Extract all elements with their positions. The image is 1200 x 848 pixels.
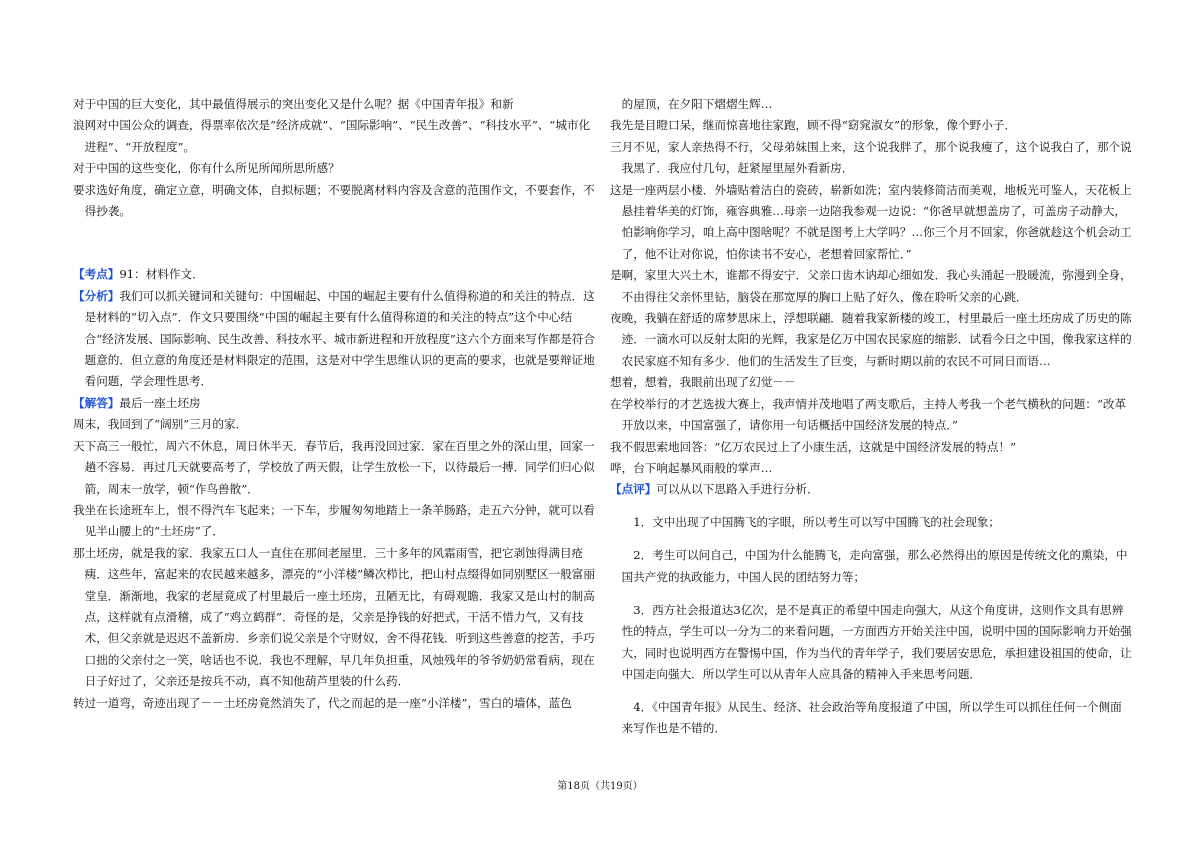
essay-paragraph: 这是一座两层小楼．外墙贴着洁白的瓷砖，崭新如洗；室内装修简洁而美观，地板光可鉴人，天花板上悬挂着华美的灯饰，雍容典雅…母亲一边陪我参观一边说：“你爸早就想盖房了，可盖房子动静大，怕影响你学习，咱上高中图啥呢？不就是图考上大学吗？…你三个月不回家，你爸就趁这个机会动工了，他不让对你说，怕你读书不安心，老想着回家帮忙．”: [610, 182, 1132, 261]
comment-point: 3．西方社会报道达3亿次，是不是真正的希望中国走向强大，从这个角度讲，这则作文具有思辨性的特点，学生可以一分为二的来看问题，一方面西方开始关注中国，说明中国的国际影响力开始强大，同时也说明西方在警惕中国，作为当代的青年学子，我们要居安思危，承担建设祖国的使命，让中国走向强大．所以学生可以从青年人应具备的精神入手来思考问题．: [621, 602, 1132, 681]
essay-paragraph: 的屋顶，在夕阳下熠熠生辉…: [621, 97, 773, 111]
comment-point: 2．考生可以问自己，中国为什么能腾飞，走向富强，那么必然得出的原因是传统文化的熏染，中国共产党的执政能力，中国人民的团结努力等；: [621, 548, 1128, 584]
essay-paragraph: 周末，我回到了“阔别”三月的家．: [73, 417, 248, 432]
essay-paragraph: 我先是目瞪口呆，继而惊喜地往家跑，顾不得“窈窕淑女”的形象，像个野小子．: [610, 118, 1017, 133]
intro-line-1: 对于中国的巨大变化，其中最值得展示的突出变化又是什么呢？据《中国青年报》和新: [73, 97, 514, 111]
intro-line-3: 对于中国的这些变化，你有什么所见所闻所思所感？: [73, 161, 340, 176]
essay-paragraph: 哗，台下响起暴风雨般的掌声…: [610, 460, 773, 475]
essay-paragraph: 天下高三一般忙，周六不休息，周日休半天．春节后，我再没回过家．家在百里之外的深山里，回家一趟不容易．再过几天就要高考了，学校放了两天假，让学生放松一下，以待最后一搏．同学们归心似箭，周末一放学，顿“作鸟兽散”．: [73, 438, 595, 496]
essay-paragraph: 在学校举行的才艺选拔大赛上，我声情并茂地唱了两支歌后，主持人考我一个老气横秋的问题：“改革开放以来，中国富强了，请你用一句话概括中国经济发展的特点．”: [610, 396, 1127, 433]
section-gap: [73, 222, 595, 264]
essay-paragraph: 三月不见，家人亲热得不行，父母弟妹围上来，这个说我胖了，那个说我瘦了，这个说我白了，那个说我黑了．我应付几句，赶紧屋里屋外看新房．: [610, 139, 1132, 176]
intro-line-2: 浪网对中国公众的调查，得票率依次是“经济成就”、“国际影响”、“民生改善”、“科技水平”、“城市化进程”、“开放程度”。: [73, 118, 591, 154]
essay-paragraph: 夜晚，我躺在舒适的席梦思床上，浮想联翩．随着我家新楼的竣工，村里最后一座土坯房成了历史的陈迹．一滴水可以反射太阳的光辉，我家是亿万中国农民家庭的缩影．试看今日之中国，像我家这样的农民家庭不知有多少．他们的生活发生了巨变，与新时期以前的农民不可同日而语…: [610, 311, 1132, 368]
left-column: [73, 94, 595, 714]
jieda-tag: 【解答】: [73, 395, 120, 410]
comment-point: 4．《中国青年报》从民生、经济、社会政治等角度报道了中国，所以学生可以抓住任何一个侧面来写作也是不错的．: [621, 699, 1122, 736]
dianping-text: 可以从以下思路入手进行分析．: [656, 482, 819, 497]
essay-paragraph: 那土坯房，就是我的家．我家五口人一直住在那间老屋里．三十多年的风霜雨雪，把它剥蚀得满目疮痍．这些年，富起来的农民越来越多，漂亮的“小洋楼”鳞次栉比，把山村点缀得如同别墅区一般富丽堂皇．渐渐地，我家的老屋竟成了村里最后一座土坯房，丑陋无比，有碍观瞻．我家又是山村的制高点，这样就有点滑稽，成了“鸡立鹤群”．奇怪的是，父亲是挣钱的好把式，干活不惜力气，又有技术，但父亲就是迟迟不盖新房．乡亲们说父亲是个守财奴，舍不得花钱．听到这些善意的挖苦，手巧口拙的父亲付之一笑，啥话也不说．我也不理解，早几年负担重，风烛残年的爷爷奶奶常看病，现在日子好过了，父亲还是按兵不动，真不知他葫芦里装的什么药．: [73, 545, 595, 689]
right-column: [610, 94, 1132, 751]
essay-paragraph: 我坐在长途班车上，恨不得汽车飞起来；一下车，步履匆匆地踏上一条羊肠路，走五六分钟，就可以看见半山腰上的“土坯房”了．: [73, 502, 595, 539]
kaodian-section: [73, 264, 595, 285]
fenxi-text: 我们可以抓关键词和关键句：中国崛起、中国的崛起主要有什么值得称道的和关注的特点．这是材料的“切入点”．作文只要围绕“中国的崛起主要有什么值得称道的和关注的特点”这个中心结合“经济发展、国际影响、民生改善、科技水平、城市新进程和开放程度”这六个方面来写作都是符合题意的．但立意的角度还是材料限定的范围，这是对中学生思维认识的更高的要求，也就是要辩证地看问题，学会理性思考．: [84, 288, 595, 389]
jieda-section: [73, 393, 595, 414]
dianping-tag: 【点评】: [610, 482, 657, 497]
essay-paragraph: 我不假思索地回答：“亿万农民过上了小康生活，这就是中国经济发展的特点！”: [610, 439, 1017, 454]
kaodian-text: 91：材料作文．: [119, 267, 204, 282]
dianping-section: [610, 479, 1132, 500]
essay-paragraph: 转过一道弯，奇迹出现了－－土坯房竟然消失了，代之而起的是一座“小洋楼”，雪白的墙体，蓝色: [73, 695, 572, 710]
essay-paragraph: 是啊，家里大兴土木，谁都不得安宁．父亲口齿木讷却心细如发．我心头涌起一股暖流，弥漫到全身，不由得往父亲怀里钻，脑袋在那宽厚的胸口上贴了好久，像在聆听父亲的心跳．: [610, 268, 1132, 304]
comment-point: 1．文中出现了中国腾飞的字眼，所以考生可以写中国腾飞的社会现象；: [633, 515, 1000, 530]
fenxi-section: [73, 286, 595, 393]
kaodian-tag: 【考点】: [73, 267, 120, 282]
intro-line-4: 要求选好角度，确定立意，明确文体，自拟标题；不要脱离材料内容及含意的范围作文，不要套作，不得抄袭。: [73, 182, 595, 219]
essay-title: 最后一座土坯房: [119, 395, 201, 410]
fenxi-tag: 【分析】: [73, 288, 120, 303]
page-footer: 第18页（共19页）: [557, 781, 643, 792]
essay-paragraph: 想着，想着，我眼前出现了幻觉－－: [610, 375, 796, 390]
